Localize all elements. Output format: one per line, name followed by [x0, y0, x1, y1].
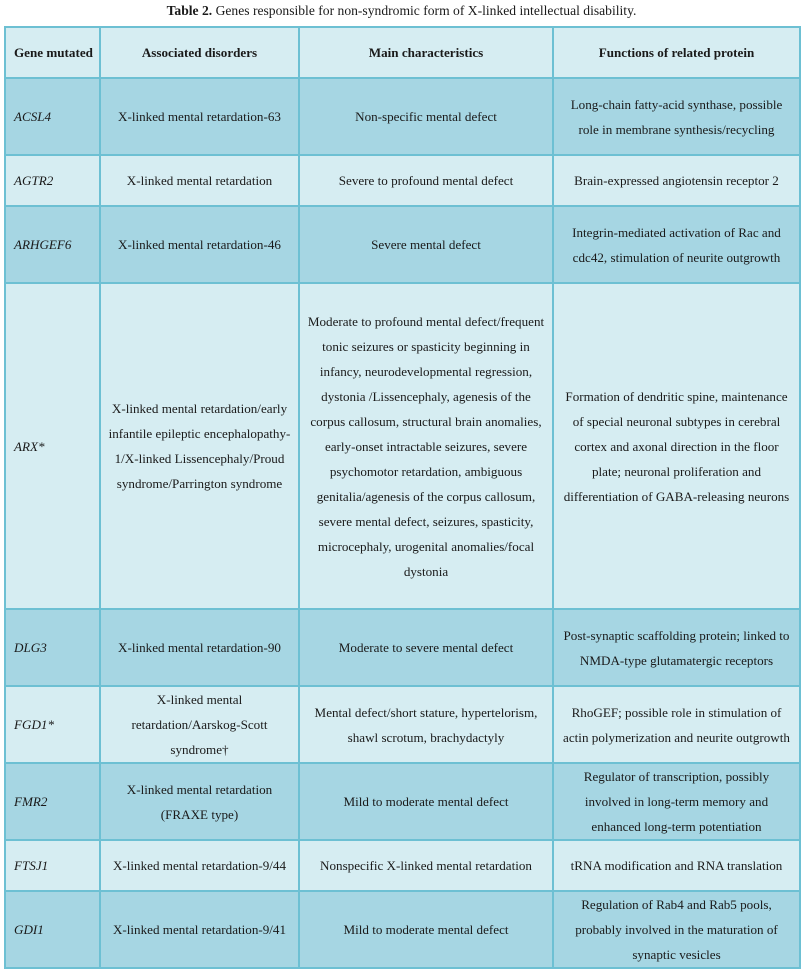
function-cell: Formation of dendritic spine, maintenance of special neuronal subtypes in cerebral cortex and axonal direction in the floor plate; neuronal proliferation and differentiation of GABA-releasing neurons: [553, 283, 800, 609]
disorder-cell: X-linked mental retardation-90: [100, 609, 299, 686]
function-cell: Regulator of transcription, possibly involved in long-term memory and enhanced long-term potentiation: [553, 763, 800, 840]
table-row: [5, 609, 800, 686]
function-cell: Regulation of Rab4 and Rab5 pools, probably involved in the maturation of synaptic vesicles: [553, 891, 800, 968]
characteristics-cell: Severe mental defect: [299, 206, 553, 283]
disorder-cell: X-linked mental retardation-9/41: [100, 891, 299, 968]
table-row: [5, 763, 800, 840]
characteristics-cell: Mild to moderate mental defect: [299, 763, 553, 840]
characteristics-cell: Moderate to severe mental defect: [299, 609, 553, 686]
gene-cell: ACSL4: [5, 78, 100, 155]
characteristics-cell: Moderate to profound mental defect/frequent tonic seizures or spasticity beginning in infancy, neurodevelopmental regression, dystonia /Lissencephaly, agenesis of the corpus callosum, structural brain anomalies, early-onset intractable seizures, severe psychomotor retardation, ambiguous genitalia/agenesis of the corpus callosum, severe mental defect, seizures, spasticity, microcephaly, urogenital anomalies/focal dystonia: [299, 283, 553, 609]
table-row: [5, 206, 800, 283]
table-row: [5, 891, 800, 968]
caption-label: Table 2.: [166, 3, 213, 18]
disorder-cell: X-linked mental retardation/Aarskog-Scott syndrome†: [100, 686, 299, 763]
function-cell: Brain-expressed angiotensin receptor 2: [553, 155, 800, 206]
table-row: [5, 283, 800, 609]
gene-cell: FMR2: [5, 763, 100, 840]
characteristics-cell: Non-specific mental defect: [299, 78, 553, 155]
disorder-cell: X-linked mental retardation: [100, 155, 299, 206]
function-cell: RhoGEF; possible role in stimulation of actin polymerization and neurite outgrowth: [553, 686, 800, 763]
gene-cell: FTSJ1: [5, 840, 100, 891]
disorder-cell: X-linked mental retardation-63: [100, 78, 299, 155]
characteristics-cell: Severe to profound mental defect: [299, 155, 553, 206]
caption-text: Genes responsible for non-syndromic form of X-linked intellectual disability.: [212, 3, 637, 18]
table-row: [5, 155, 800, 206]
gene-cell: GDI1: [5, 891, 100, 968]
characteristics-cell: Mild to moderate mental defect: [299, 891, 553, 968]
genes-table: [4, 26, 801, 969]
function-cell: Integrin-mediated activation of Rac and cdc42, stimulation of neurite outgrowth: [553, 206, 800, 283]
characteristics-cell: Mental defect/short stature, hypertelorism, shawl scrotum, brachydactyly: [299, 686, 553, 763]
gene-cell: ARHGEF6: [5, 206, 100, 283]
header-gene: Gene mutated: [5, 27, 100, 78]
disorder-cell: X-linked mental retardation/early infantile epileptic encephalopathy-1/X-linked Lissencephaly/Proud syndrome/Parrington syndrome: [100, 283, 299, 609]
header-characteristics: Main characteristics: [299, 27, 553, 78]
header-disorders: Associated disorders: [100, 27, 299, 78]
table-header-row: [5, 27, 800, 78]
disorder-cell: X-linked mental retardation (FRAXE type): [100, 763, 299, 840]
function-cell: Post-synaptic scaffolding protein; linked to NMDA-type glutamatergic receptors: [553, 609, 800, 686]
header-function: Functions of related protein: [553, 27, 800, 78]
table-caption: [0, 0, 803, 26]
gene-cell: AGTR2: [5, 155, 100, 206]
function-cell: tRNA modification and RNA translation: [553, 840, 800, 891]
table-row: [5, 686, 800, 763]
characteristics-cell: Nonspecific X-linked mental retardation: [299, 840, 553, 891]
function-cell: Long-chain fatty-acid synthase, possible role in membrane synthesis/recycling: [553, 78, 800, 155]
gene-cell: ARX*: [5, 283, 100, 609]
table-row: [5, 78, 800, 155]
gene-cell: FGD1*: [5, 686, 100, 763]
disorder-cell: X-linked mental retardation-9/44: [100, 840, 299, 891]
disorder-cell: X-linked mental retardation-46: [100, 206, 299, 283]
table-row: [5, 840, 800, 891]
gene-cell: DLG3: [5, 609, 100, 686]
